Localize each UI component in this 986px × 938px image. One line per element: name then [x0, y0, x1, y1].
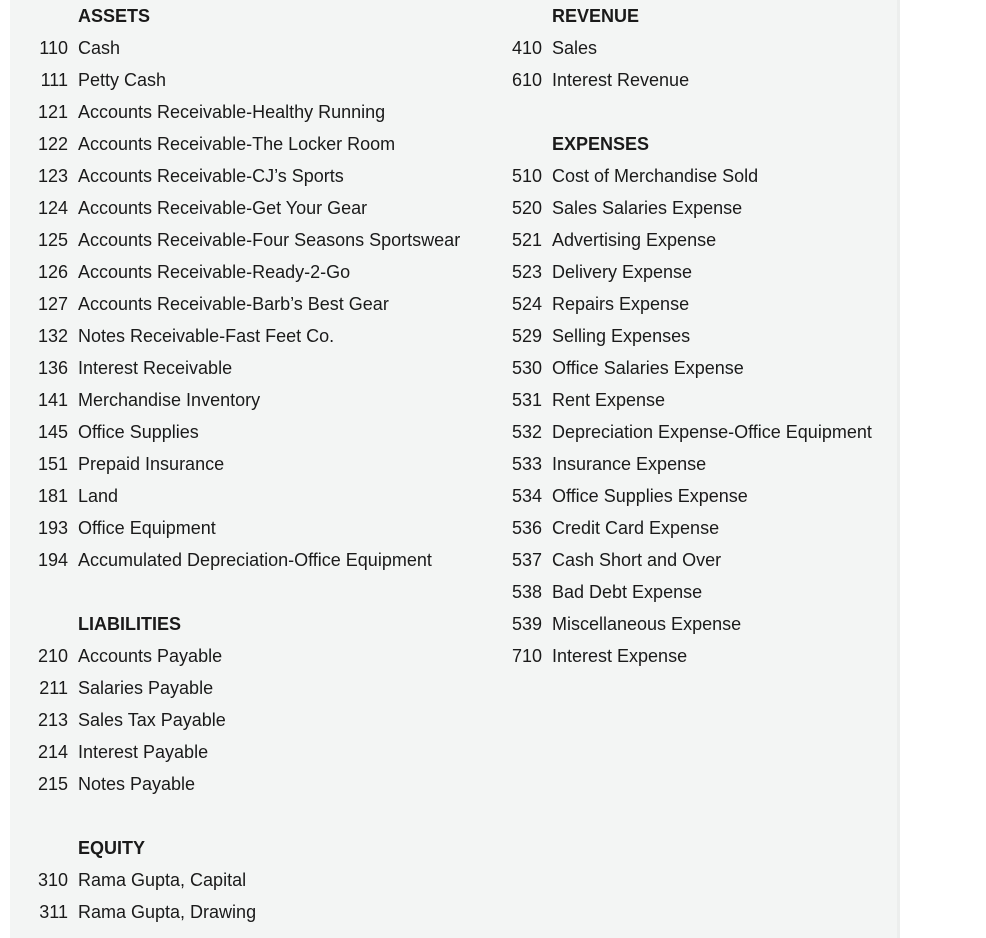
account-number: 181 [37, 486, 68, 506]
account-name: Land [78, 486, 119, 506]
account-number: 145 [37, 422, 68, 442]
account-number: 710 [511, 646, 542, 666]
account-name: Accounts Receivable-Get Your Gear [78, 198, 368, 218]
account-number: 125 [37, 230, 68, 250]
account-name: Interest Payable [78, 742, 209, 762]
section-heading-liabilities: LIABILITIES [78, 614, 181, 634]
account-name: Cash Short and Over [552, 550, 722, 570]
account-name: Bad Debt Expense [552, 582, 703, 602]
account-name: Accounts Receivable-Four Seasons Sportswear [78, 230, 461, 250]
account-name: Rama Gupta, Drawing [78, 902, 257, 922]
account-number: 532 [511, 422, 542, 442]
account-number: 121 [37, 102, 68, 122]
account-number: 537 [511, 550, 542, 570]
account-name: Sales Tax Payable [78, 710, 226, 730]
account-number: 193 [37, 518, 68, 538]
account-number: 215 [37, 774, 68, 794]
account-number: 529 [511, 326, 542, 346]
account-name: Prepaid Insurance [78, 454, 225, 474]
account-number: 539 [511, 614, 542, 634]
account-name: Accounts Receivable-CJ’s Sports [78, 166, 344, 186]
account-number: 132 [37, 326, 68, 346]
account-number: 111 [40, 70, 68, 90]
account-number: 523 [511, 262, 542, 282]
account-number: 310 [37, 870, 68, 890]
account-name: Office Supplies Expense [552, 486, 748, 506]
account-name: Selling Expenses [552, 326, 691, 346]
account-name: Accounts Receivable-Barb’s Best Gear [78, 294, 389, 314]
account-name: Interest Receivable [78, 358, 233, 378]
account-name: Sales Salaries Expense [552, 198, 743, 218]
account-number: 151 [37, 454, 68, 474]
account-name: Accounts Receivable-The Locker Room [78, 134, 396, 154]
account-number: 210 [37, 646, 68, 666]
account-name: Interest Expense [552, 646, 688, 666]
account-name: Credit Card Expense [552, 518, 720, 538]
section-heading-equity: EQUITY [78, 838, 146, 858]
account-name: Office Supplies [78, 422, 199, 442]
account-number: 126 [37, 262, 68, 282]
account-name: Office Equipment [78, 518, 216, 538]
account-name: Insurance Expense [552, 454, 707, 474]
account-name: Notes Receivable-Fast Feet Co. [78, 326, 335, 346]
account-number: 213 [37, 710, 68, 730]
account-number: 533 [511, 454, 542, 474]
account-number: 211 [39, 678, 68, 698]
account-number: 510 [511, 166, 542, 186]
account-number: 520 [511, 198, 542, 218]
account-name: Accumulated Depreciation-Office Equipment [78, 550, 432, 570]
section-heading-expenses: EXPENSES [552, 134, 650, 154]
account-name: Office Salaries Expense [552, 358, 744, 378]
account-name: Petty Cash [78, 70, 167, 90]
account-number: 136 [37, 358, 68, 378]
account-name: Interest Revenue [552, 70, 690, 90]
chart-of-accounts-panel [10, 0, 900, 938]
section-heading-assets: ASSETS [78, 6, 151, 26]
account-number: 124 [37, 198, 68, 218]
account-number: 123 [37, 166, 68, 186]
account-number: 410 [511, 38, 542, 58]
account-name: Accounts Receivable-Healthy Running [78, 102, 386, 122]
account-name: Rent Expense [552, 390, 666, 410]
account-name: Merchandise Inventory [78, 390, 261, 410]
account-name: Repairs Expense [552, 294, 690, 314]
account-number: 141 [37, 390, 68, 410]
account-name: Salaries Payable [78, 678, 214, 698]
account-name: Cash [78, 38, 121, 58]
account-number: 610 [511, 70, 542, 90]
account-name: Miscellaneous Expense [552, 614, 742, 634]
account-number: 127 [37, 294, 68, 314]
account-number: 214 [37, 742, 68, 762]
account-name: Cost of Merchandise Sold [552, 166, 759, 186]
account-number: 194 [37, 550, 68, 570]
account-number: 538 [511, 582, 542, 602]
account-number: 311 [39, 902, 68, 922]
section-heading-revenue: REVENUE [552, 6, 640, 26]
account-number: 110 [39, 38, 68, 58]
account-number: 524 [511, 294, 542, 314]
account-name: Rama Gupta, Capital [78, 870, 247, 890]
account-name: Depreciation Expense-Office Equipment [552, 422, 872, 442]
account-name: Accounts Receivable-Ready-2-Go [78, 262, 351, 282]
account-name: Accounts Payable [78, 646, 223, 666]
account-number: 536 [511, 518, 542, 538]
account-name: Sales [552, 38, 598, 58]
account-number: 530 [511, 358, 542, 378]
account-number: 534 [511, 486, 542, 506]
account-name: Advertising Expense [552, 230, 717, 250]
account-number: 122 [37, 134, 68, 154]
account-name: Notes Payable [78, 774, 196, 794]
account-number: 521 [511, 230, 542, 250]
account-number: 531 [511, 390, 542, 410]
account-name: Delivery Expense [552, 262, 693, 282]
